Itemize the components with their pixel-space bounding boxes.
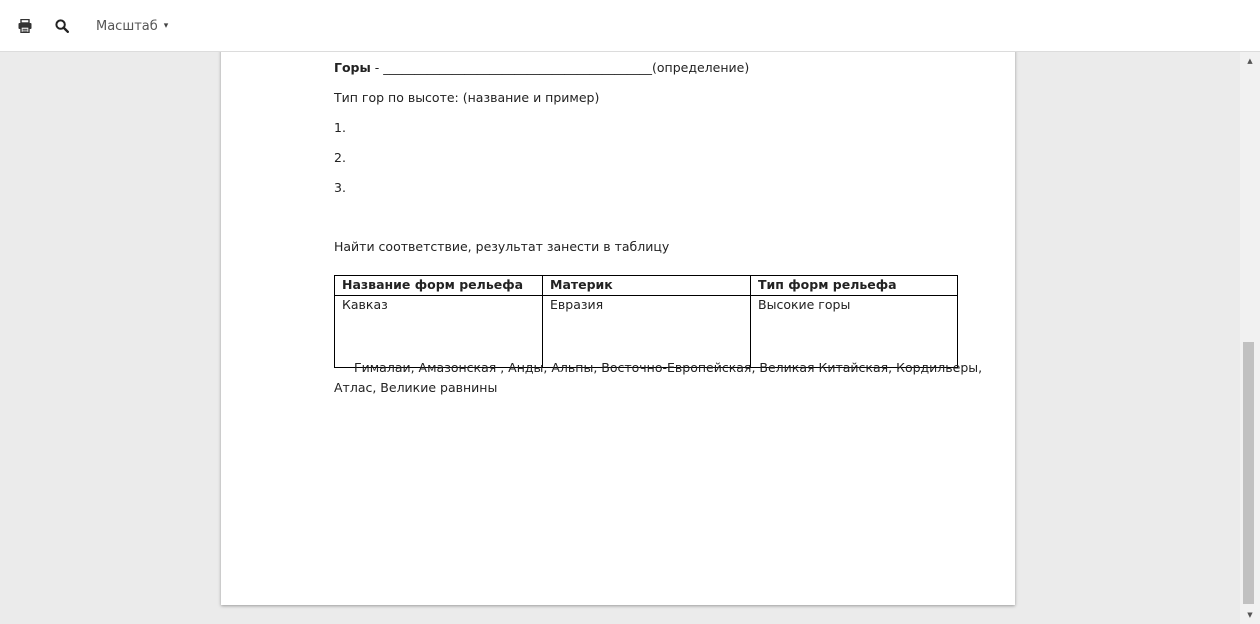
zoom-dropdown[interactable] [96, 16, 168, 36]
options-text-line-2: Атлас, Великие равнины [334, 380, 498, 395]
scrollbar-thumb[interactable] [1243, 342, 1254, 604]
column-header: Материк [543, 276, 751, 296]
list-item: 1. [334, 120, 346, 135]
task-instruction: Найти соответствие, результат занести в таблицу [334, 239, 670, 254]
search-button[interactable] [50, 14, 74, 38]
matching-table [334, 275, 958, 368]
table-cell: Кавказ [335, 296, 543, 368]
term-word: Горы [334, 60, 371, 75]
print-button[interactable] [13, 14, 37, 38]
search-icon [55, 19, 69, 33]
definition-line [334, 60, 749, 76]
scroll-down-arrow-icon[interactable]: ▼ [1247, 611, 1253, 619]
table-cell: Евразия [543, 296, 751, 368]
zoom-label: Масштаб [96, 18, 158, 34]
toolbar [0, 0, 1260, 52]
table-cell: Высокие горы [751, 296, 958, 368]
definition-blank: - ___________________________________________(определение) [370, 60, 750, 75]
table-header-row [335, 276, 958, 296]
chevron-down-icon: ▾ [163, 21, 169, 31]
vertical-scrollbar[interactable] [1240, 52, 1260, 624]
column-header: Тип форм рельефа [751, 276, 958, 296]
mountain-types-heading: Тип гор по высоте: (название и пример) [334, 90, 600, 105]
scroll-up-arrow-icon[interactable]: ▲ [1247, 57, 1253, 65]
document-viewport[interactable] [0, 52, 1240, 624]
document-page [221, 52, 1015, 605]
printer-icon [18, 19, 32, 33]
options-text-line-1: Гималаи, Амазонская , Анды, Альпы, Восточно-Европейская, Великая Китайская, Кордильеры, [354, 360, 983, 375]
list-item: 3. [334, 180, 346, 195]
table-row [335, 296, 958, 368]
column-header: Название форм рельефа [335, 276, 543, 296]
list-item: 2. [334, 150, 346, 165]
